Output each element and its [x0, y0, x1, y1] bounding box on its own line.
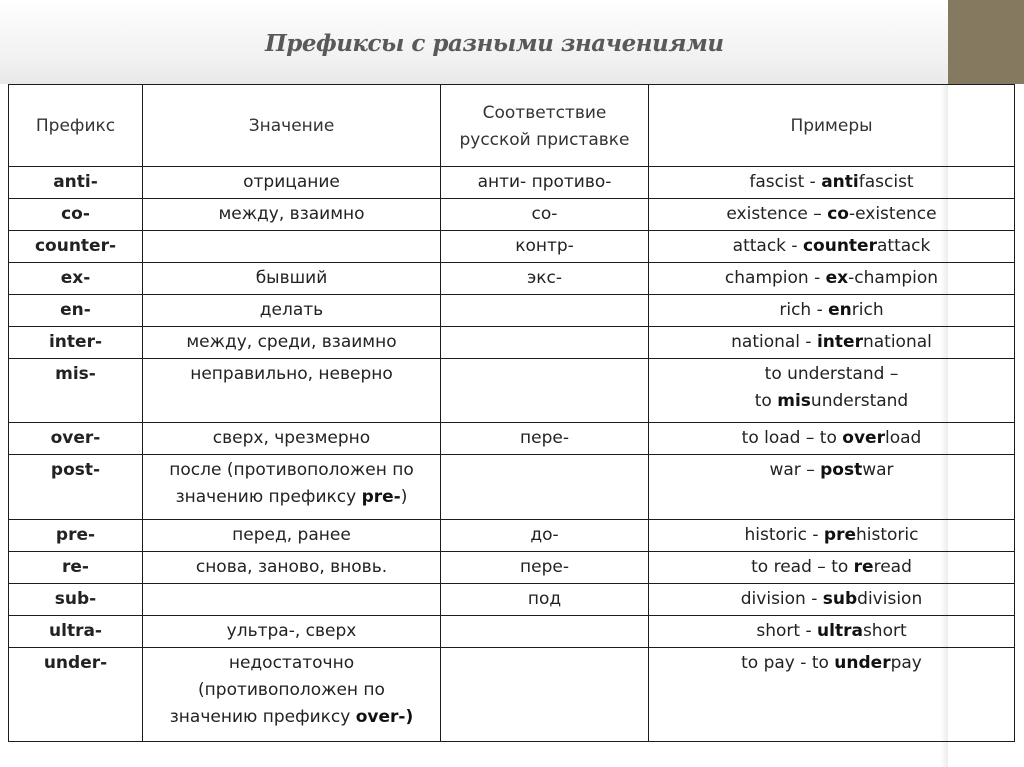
example-derived-rest: fascist: [858, 172, 914, 192]
cell-examples: [649, 295, 1015, 327]
cell-russian-prefix: [441, 359, 649, 423]
header-examples: Примеры: [649, 85, 1015, 167]
table-header-row: [9, 85, 1015, 167]
cell-examples: [649, 199, 1015, 231]
cell-meaning: сверх, чрезмерно: [143, 423, 441, 455]
cell-prefix: pre-: [9, 519, 143, 551]
cell-meaning: делать: [143, 295, 441, 327]
meaning-text: недостаточно (противоположен по значению префиксу: [169, 652, 385, 727]
example-separator: -: [800, 620, 818, 641]
cell-prefix: over-: [9, 423, 143, 455]
example-prefix-bold: co: [827, 204, 849, 225]
example-prefix-bold: sub: [822, 588, 858, 609]
example-derived-rest: -existence: [848, 204, 937, 225]
cell-meaning: неправильно, неверно: [143, 359, 441, 423]
example-prefix-bold: en: [828, 300, 852, 321]
example-separator: –: [811, 556, 832, 577]
cell-prefix: ultra-: [9, 615, 143, 647]
cell-prefix: inter-: [9, 327, 143, 359]
table-body: [9, 167, 1015, 742]
cell-meaning: [143, 583, 441, 615]
table-row: [9, 199, 1015, 231]
cell-prefix: co-: [9, 199, 143, 231]
cell-examples: [649, 519, 1015, 551]
corner-accent: [948, 0, 1024, 84]
example-base-word: rich: [779, 300, 812, 321]
example-separator: –: [800, 460, 821, 481]
example-base-word: war: [769, 460, 801, 481]
meaning-text: после (противоположен по значению префиксу: [169, 460, 414, 508]
example-base-word: existence: [726, 204, 808, 225]
header-russian: [441, 85, 649, 167]
example-prefix-bold: pre: [823, 524, 857, 545]
cell-examples: [649, 359, 1015, 423]
example-separator: -: [811, 300, 829, 321]
cell-examples: [649, 615, 1015, 647]
table-row: [9, 551, 1015, 583]
table-row: [9, 167, 1015, 199]
example-derived-rest: -champion: [848, 268, 939, 289]
example-prefix-bold: counter: [802, 236, 877, 257]
example-prefix-bold: anti: [821, 172, 859, 192]
cell-prefix: anti-: [9, 167, 143, 199]
cell-russian-prefix: экс-: [441, 263, 649, 295]
cell-meaning: отрицание: [143, 167, 441, 199]
cell-meaning: снова, заново, вновь.: [143, 551, 441, 583]
prefix-table: [8, 84, 1015, 742]
example-separator: -: [804, 172, 822, 192]
header-meaning: Значение: [143, 85, 441, 167]
example-derived-rest: understand: [810, 391, 909, 412]
example-prefix-bold: re: [853, 556, 874, 577]
table-row: [9, 519, 1015, 551]
example-base-word: division: [740, 588, 806, 609]
example-base-word: fascist: [749, 172, 805, 192]
example-prefix-bold: over: [842, 428, 885, 449]
meaning-tail: ): [400, 487, 408, 508]
example-separator: -: [805, 588, 823, 609]
example-derived-rest: read: [873, 556, 912, 577]
cell-meaning: бывший: [143, 263, 441, 295]
example-prefix-bold: ex: [825, 268, 849, 289]
table-row: [9, 423, 1015, 455]
example-derived-rest: attack: [876, 236, 931, 257]
example-separator: -: [808, 268, 826, 289]
example-separator: -: [800, 332, 817, 353]
header-russian-line1: Соответствие: [482, 102, 607, 123]
table-row: [9, 455, 1015, 519]
cell-russian-prefix: анти- противо-: [441, 167, 649, 199]
cell-prefix: en-: [9, 295, 143, 327]
meaning-bold-prefix: over-): [355, 706, 414, 727]
table-row: [9, 615, 1015, 647]
example-base-word: to understand –: [764, 364, 899, 385]
example-prefix-bold: inter: [816, 332, 863, 353]
table-row: [9, 583, 1015, 615]
cell-russian-prefix: [441, 455, 649, 519]
example-derived-rest: load: [884, 428, 922, 449]
example-derived-rest: rich: [851, 300, 884, 321]
example-to-lead: to: [819, 428, 843, 449]
cell-russian-prefix: [441, 647, 649, 741]
cell-examples: [649, 583, 1015, 615]
cell-russian-prefix: под: [441, 583, 649, 615]
page-title: Префиксы с разными значениями: [265, 30, 724, 57]
cell-russian-prefix: пере-: [441, 551, 649, 583]
example-to-lead: to: [811, 652, 835, 673]
cell-examples: [649, 551, 1015, 583]
meaning-bold-prefix: pre-: [361, 487, 401, 508]
example-prefix-bold: mis: [777, 391, 811, 412]
example-base-word: champion: [724, 268, 809, 289]
cell-prefix: re-: [9, 551, 143, 583]
header-russian-line2: русской приставке: [459, 129, 630, 150]
table-row: [9, 231, 1015, 263]
table-row: [9, 359, 1015, 423]
example-separator: –: [800, 428, 820, 449]
example-base-word: to load: [741, 428, 801, 449]
example-prefix-bold: ultra: [817, 620, 863, 641]
example-derived-rest: national: [862, 332, 932, 353]
table-row: [9, 263, 1015, 295]
example-base-word: national: [731, 332, 801, 353]
cell-russian-prefix: [441, 295, 649, 327]
example-prefix-bold: post: [820, 460, 863, 481]
example-separator: -: [786, 236, 803, 257]
example-derived-rest: war: [862, 460, 894, 481]
example-to-lead: to: [754, 391, 778, 412]
example-derived-rest: division: [857, 588, 923, 609]
cell-russian-prefix: до-: [441, 519, 649, 551]
cell-prefix: counter-: [9, 231, 143, 263]
cell-prefix: ex-: [9, 263, 143, 295]
table-row: [9, 327, 1015, 359]
example-base-word: to pay: [741, 652, 795, 673]
cell-russian-prefix: пере-: [441, 423, 649, 455]
example-base-word: historic: [744, 524, 807, 545]
example-derived-rest: historic: [856, 524, 919, 545]
cell-meaning: [143, 455, 441, 519]
cell-examples: [649, 167, 1015, 199]
cell-russian-prefix: [441, 615, 649, 647]
cell-meaning: [143, 647, 441, 741]
cell-examples: [649, 263, 1015, 295]
table-row: [9, 295, 1015, 327]
example-prefix-bold: under: [834, 652, 891, 673]
cell-examples: [649, 327, 1015, 359]
cell-russian-prefix: контр-: [441, 231, 649, 263]
example-base-word: short: [756, 620, 801, 641]
example-separator: –: [807, 204, 828, 225]
example-derived-rest: pay: [890, 652, 922, 673]
cell-meaning: ультра-, сверх: [143, 615, 441, 647]
example-to-lead: to: [831, 556, 854, 577]
cell-prefix: post-: [9, 455, 143, 519]
cell-prefix: sub-: [9, 583, 143, 615]
example-derived-rest: short: [862, 620, 907, 641]
cell-meaning: между, среди, взаимно: [143, 327, 441, 359]
example-base-word: to read: [751, 556, 812, 577]
cell-prefix: mis-: [9, 359, 143, 423]
cell-examples: [649, 455, 1015, 519]
example-separator: -: [806, 524, 824, 545]
cell-russian-prefix: со-: [441, 199, 649, 231]
cell-meaning: перед, ранее: [143, 519, 441, 551]
cell-examples: [649, 647, 1015, 741]
header-prefix: Префикс: [9, 85, 143, 167]
table-row: [9, 647, 1015, 741]
cell-examples: [649, 231, 1015, 263]
example-separator: -: [794, 652, 812, 673]
cell-prefix: under-: [9, 647, 143, 741]
cell-meaning: [143, 231, 441, 263]
cell-meaning: между, взаимно: [143, 199, 441, 231]
cell-russian-prefix: [441, 327, 649, 359]
cell-examples: [649, 423, 1015, 455]
example-base-word: attack: [732, 236, 787, 257]
